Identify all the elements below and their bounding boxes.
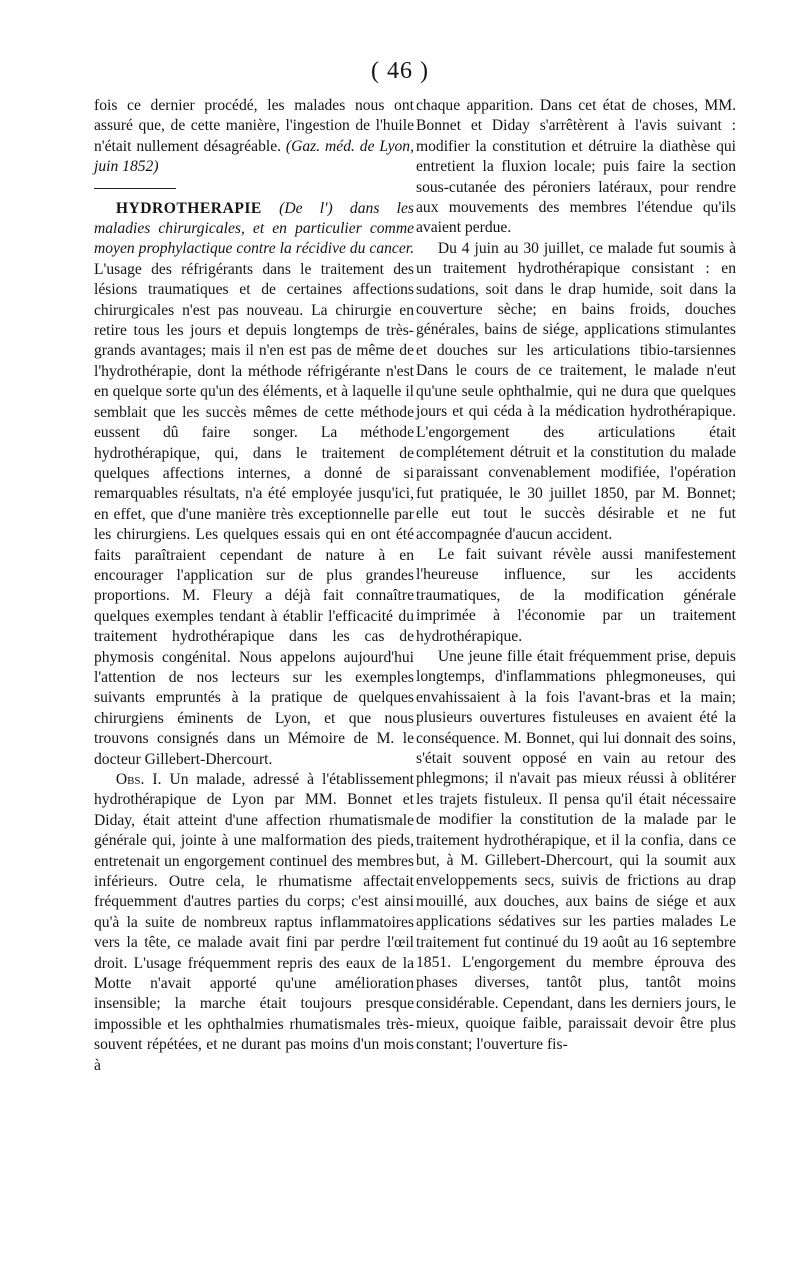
paragraph-text: L'usage des réfrigérants dans le traitement des lésions traumatiques et de certaines affections chirurgicales n'est pas nouveau. La chirurgie en retire tous les jours et depuis longtemps de très-grands avantages; mais il n'en est pas de même de l'hydrothérapie, dont la méthode réfrigérante n'est en quelque sorte qu'un des éléments, et à laquelle il semblait que les succès mêmes de cette méthode eussent dû faire songer. La méthode hydrothérapique, qui, dans le traitement de quelques affections internes, a donné de si remarquables résultats, n'a été employée jusqu'ici, en effet, que d'une manière très exceptionnelle par les chirurgiens. Les quelques essais qui en ont été faits paraîtraient cependant de nature à en encourager l'application sur de plus grandes proportions. M. Fleury a déjà fait connaître quelques exemples tendant à établir l'efficacité du traitement hydrothérapique dans les cas de phymosis congénital. Nous appelons aujourd'hui l'attention de nos lecteurs sur les exemples suivants empruntés à la pratique de quelques chirurgiens éminents de Lyon, et que nous trouvons consignés dans un Mémoire de M. le docteur Gillebert-Dhercourt. (94, 260, 414, 768)
paragraph-text: fois ce dernier procédé, les malades nous ont assuré que, de cette manière, l'ingestion de l'huile n'était nullement désagréable. (94, 97, 414, 155)
right-column (416, 96, 736, 1055)
section-heading: HYDROTHERAPIE (115, 199, 262, 217)
paragraph-text: Un malade, adressé à l'établissement hydrothérapique de Lyon par MM. Bonnet et Diday, était atteint d'une affection rhumatismale générale qui, jointe à une malformation des pieds, entretenait un engorgement continuel des membres inférieurs. Outre cela, le rhumatisme affectait fréquemment d'autres parties du corps; c'est ainsi qu'à la suite de nombreux raptus inflammatoires vers la tête, ce malade avait fini par perdre l'œil droit. L'usage fréquemment repris des eaux de la Motte n'avait apporté qu'une amélioration insensible; la marche était toujours presque impossible et les ophthalmies rhumatismales très-souvent répétées, et ne durant pas moins d'un mois à (94, 771, 415, 1074)
section-intro (94, 199, 414, 770)
section-divider (94, 188, 176, 189)
observation-label: Obs. I. (115, 771, 162, 788)
paragraph: chaque apparition. Dans cet état de choses, MM. Bonnet et Diday s'arrêtèrent à l'avis suivant : modifier la constitution et détruire la diathèse qui entretient la fluxion locale; puis faire la section sous-cutanée des péroniers latéraux, pour rendre aux mouvements des membres l'étendue qu'ils avaient perdue. (416, 97, 736, 237)
citation: (Gaz. méd. de Lyon, juin 1852) (94, 137, 414, 176)
paragraph: Le fait suivant révèle aussi manifestement l'heureuse influence, sur les accidents traumatiques, de la modification générale imprimée à l'économie par un traitement hydrothérapique. (416, 545, 736, 645)
paragraph: Une jeune fille était fréquemment prise, depuis longtemps, d'inflammations phlegmoneuses, qui envahissaient à la fois l'avant-bras et la main; plusieurs ouvertures fistuleuses en avaient été la conséquence. M. Bonnet, qui lui donnait des soins, s'était souvent opposé en vain au retour des phlegmons; il n'avait pas mieux réussi à oblitérer les trajets fistuleux. Il pensa qu'il était nécessaire de modifier la constitution de la malade par le traitement hydrothérapique, et il la confia, dans ce but, à M. Gillebert-Dhercourt, qui la soumit aux enveloppements secs, suivis de frictions au drap mouillé, aux douches, aux bains de siége et aux applications sédatives sur les parties malades Le traitement fut continué du 19 août au 16 septembre 1851. L'engorgement du membre éprouva des phases diverses, tantôt plus, tantôt moins considérable. Cependant, dans les derniers jours, le mieux, quoique faible, paraissait devoir être plus constant; l'ouverture fis- (416, 647, 736, 1053)
section-subtitle: (De l') dans les maladies chirurgicales, et en particulier comme moyen prophylactique contre la récidive du cancer. (94, 199, 414, 258)
observation-paragraph (94, 770, 414, 1076)
page-number: ( 46 ) (371, 58, 429, 84)
left-column (94, 96, 414, 1076)
paragraph: Du 4 juin au 30 juillet, ce malade fut soumis à un traitement hydrothérapique consistant : en sudations, soit dans le drap humide, soit dans la couverture sèche; en bains froids, douches générales, bains de siége, applications stimulantes et douches sur les articulations tibio-tarsiennes Dans le cours de ce traitement, le malade n'eut qu'une seule ophthalmie, qui ne dura que quelques jours et qui céda à la médication hydrothérapique. L'engorgement des articulations était complétement détruit et la constitution du malade paraissant convenablement modifiée, l'opération fut pratiquée, le 30 juillet 1850, par M. Bonnet; elle eut tout le succès désirable et ne fut accompagnée d'aucun accident. (416, 239, 736, 543)
paragraph (94, 96, 414, 178)
